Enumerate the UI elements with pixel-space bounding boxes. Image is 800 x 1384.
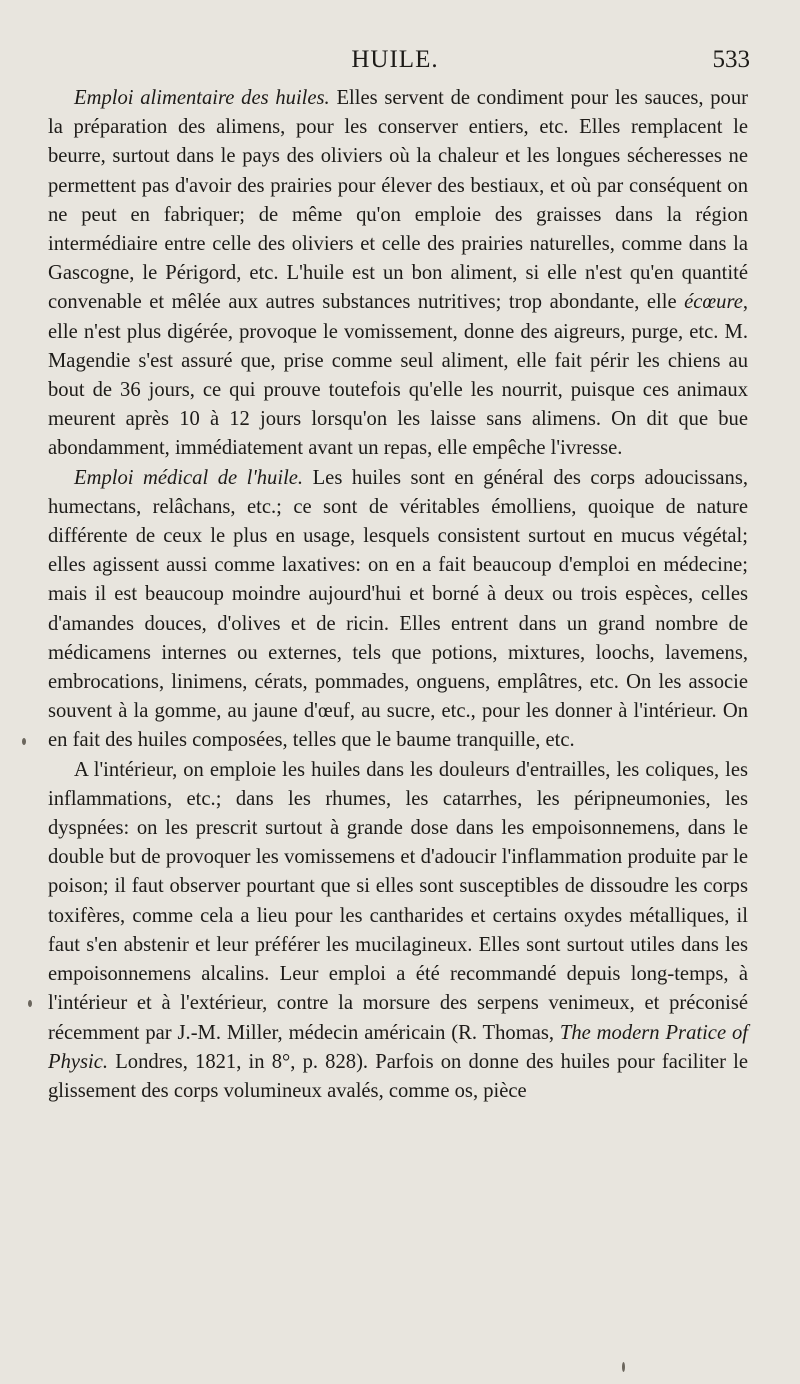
body-text [48, 84, 748, 1106]
paragraph-text-continued: , elle n'est plus digérée, provoque le vomissement, donne des aigreurs, purge, etc. M. Magendie s'est assuré que, prise comme seul aliment, elle fait périr les chiens au bout de 36 jours, ce qui prouve toutefois qu'elle les nourrit, puisque ces animaux meurent après 10 à 12 jours lorsqu'on les laisse sans alimens. On dit que bue abondamment, immédiatement avant un repas, elle empêche l'ivresse. [48, 291, 748, 460]
paragraph-text-continued: Londres, 1821, in 8°, p. 828). Parfois on donne des huiles pour faciliter le glissement des corps volumineux avalés, comme os, pièce [48, 1050, 748, 1102]
running-title: HUILE. [351, 46, 439, 73]
paragraph-text: A l'intérieur, on emploie les huiles dans les douleurs d'entrailles, les coliques, les inflammations, etc.; dans les rhumes, les catarrhes, les péripneumonies, les dyspnées: on les prescrit surtout à grande dose dans les empoisonnemens, dans le double but de provoquer les vomissemens et d'adoucir l'inflammation produite par le poison; il faut observer pourtant que si elles sont susceptibles de dissoudre les corps toxifères, comme cela a lieu pour les cantharides et certains oxydes métalliques, il faut s'en abstenir et leur préférer les mucilagineux. Elles sont surtout utiles dans les empoisonnemens alcalins. Leur emploi a été recommandé depuis long-temps, à l'intérieur et à l'extérieur, contre la morsure des serpens venimeux, et préconisé récemment par J.-M. Miller, médecin américain (R. Thomas, [48, 758, 748, 1044]
paragraph-text: Les huiles sont en général des corps adoucissans, humectans, relâchans, etc.; ce sont de véritables émolliens, quoique de nature différente de ceux le plus en usage, lesquels consistent surtout en mucus végétal; elles agissent aussi comme laxatives: on en a fait beaucoup d'emploi en médecine; mais il est beaucoup moindre aujourd'hui et borné à deux ou trois espèces, celles d'amandes douces, d'olives et de ricin. Elles entrent dans un grand nombre de médicamens internes ou externes, tels que potions, mixtures, loochs, lavemens, embrocations, linimens, cérats, pommades, onguens, emplâtres, etc. On les associe souvent à la gomme, au jaune d'œuf, au sucre, etc., pour les donner à l'intérieur. On en fait des huiles composées, telles que le baume tranquille, etc. [48, 466, 749, 752]
paragraph-heading: Emploi médical de l'huile. [74, 466, 304, 489]
paragraph-medical-use [48, 464, 748, 756]
paragraph-heading: Emploi alimentaire des huiles. [74, 87, 330, 109]
italic-word: écœure [684, 291, 743, 314]
page-number: 533 [712, 46, 750, 73]
paragraph-alimentary-use [48, 84, 748, 464]
running-head [40, 46, 750, 80]
ink-speck [28, 1000, 32, 1007]
paragraph-internal-use [48, 756, 748, 1106]
ink-speck [22, 738, 26, 745]
paragraph-text: Elles servent de condiment pour les sauces, pour la préparation des alimens, pour les conserver entiers, etc. Elles remplacent le beurre, surtout dans le pays des oliviers où la chaleur et les longues sécheresses ne permettent pas d'avoir des prairies pour élever des bestiaux, et où par conséquent on ne peut en fabriquer; de même qu'on emploie des graisses dans la région intermédiaire entre celle des oliviers et celle des prairies naturelles, comme dans la Gascogne, le Périgord, etc. L'huile est un bon aliment, si elle n'est qu'en quantité convenable et mêlée aux autres substances nutritives; trop abondante, elle [48, 87, 748, 314]
ink-speck [622, 1362, 625, 1372]
citation-title: The modern Pratice of Physic. [48, 1021, 748, 1073]
